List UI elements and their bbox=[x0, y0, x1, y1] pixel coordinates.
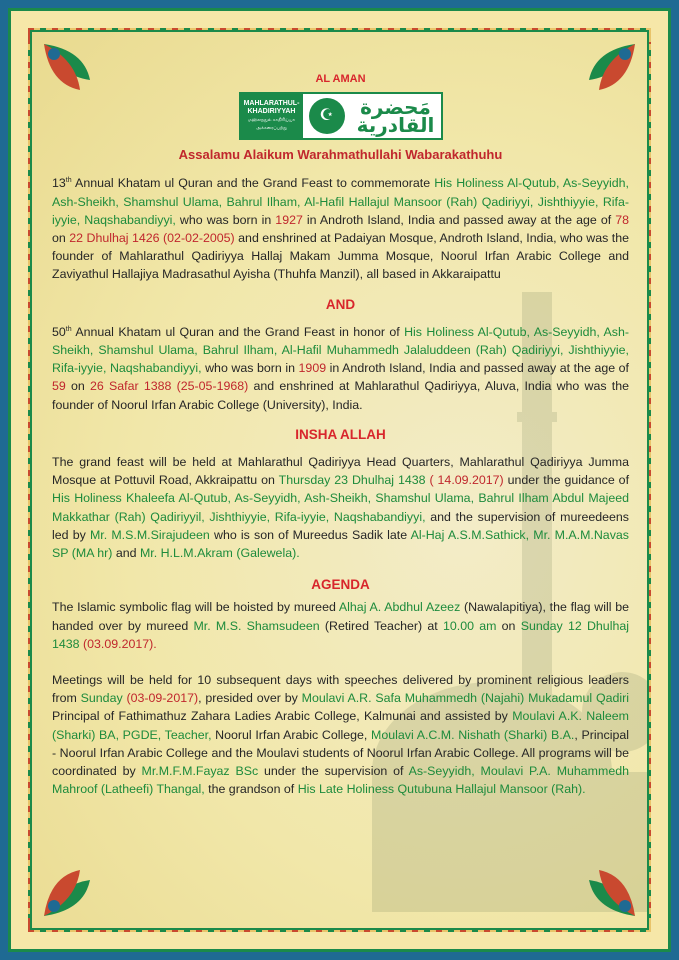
text-span: and the supervision of mureedeens led by bbox=[52, 509, 629, 542]
paragraph-13th-annual bbox=[52, 174, 629, 283]
guidance-title: His Holiness Khaleefa Al-Qutub, As-Seyyidh, Ash-Sheikh, Shamshul Ulama, Bahrul Ilham Abdul Majeed Makkathar (Rah) Qadiriyyil, Jishthiyyie, Rifa-iyyie, Naqshabandiyyi, bbox=[52, 491, 629, 524]
paragraph-meetings bbox=[52, 671, 629, 798]
insha-allah-heading: INSHA ALLAH bbox=[295, 426, 386, 442]
ordinal-suffix: th bbox=[65, 325, 72, 333]
text-span: , presided over by bbox=[198, 691, 302, 706]
paragraph-grand-feast bbox=[52, 453, 629, 562]
honoree-title: His Holiness Al-Qutub, As-Seyyidh, Ash-Sheikh, Shamshul Ulama, Bahrul Ilham, Al-Hafil Muhammedh Jalaluddeen (Rah) Qadiriyyi, Jishthiyyie, Rifa-iyyie, Naqshabandiyyi, bbox=[52, 324, 629, 376]
text-span: in Androth Island, India and passed away at the age of bbox=[302, 212, 616, 227]
feast-date: Thursday 23 Dhulhaj 1438 bbox=[278, 473, 426, 488]
organization-logo bbox=[239, 92, 443, 140]
text-span: Annual Khatam ul Quran and the Grand Feast in honor of bbox=[71, 324, 405, 339]
text-span: and enshrined at Padaiyan Mosque, Androth Island, India, who was the founder of Mahlarathul Qadiriyya Hallaj Makam Jumma Mosque, Noorul Irfan Arabic College and Zaviyathul Hallajiya Madrasathul Ayisha (Thuhfa Manzil), all based in Akkaraipattu bbox=[52, 231, 630, 282]
text-span: on bbox=[65, 379, 91, 394]
greeting-heading: Assalamu Alaikum Warahmathullahi Wabarakathuhu bbox=[178, 147, 503, 163]
assistant-name: Moulavi A.K. Naleem (Sharki) BA, PGDE, Teacher, bbox=[52, 709, 630, 742]
text-span: Noorul Irfan Arabic College, bbox=[211, 727, 372, 742]
text-span: (Retired Teacher) at bbox=[319, 618, 443, 633]
assistant-name-2: Moulavi A.C.M. Nishath (Sharki) B.A. bbox=[371, 727, 575, 742]
meeting-start-date: (03-09-2017) bbox=[122, 691, 199, 706]
text-span: in Androth Island, India and passed away at the age of bbox=[326, 361, 630, 376]
age-value: 78 bbox=[615, 212, 629, 227]
mureed-names: Al-Haj A.S.M.Sathick, Mr. M.A.M.Navas SP (MA hr) bbox=[52, 527, 629, 561]
mureed-name: Mr. H.L.M.Akram (Galewela). bbox=[139, 546, 300, 561]
feast-date-gregorian: ( 14.09.2017) bbox=[425, 473, 504, 488]
death-date: 26 Safar 1388 (25-05-1968) bbox=[90, 379, 249, 394]
coordinator-name: Mr.M.F.M.Fayaz BSc bbox=[141, 764, 259, 779]
text-span: who is son of Mureedus Sadik late bbox=[209, 527, 411, 542]
text-span: on bbox=[496, 618, 521, 633]
and-heading: AND bbox=[325, 296, 356, 312]
logo-text-block bbox=[241, 94, 303, 138]
text-span: (Nawalapitiya), the flag will be handed over by mureed bbox=[52, 600, 629, 633]
text-span: who was born in bbox=[175, 212, 276, 227]
corner-ornament-icon bbox=[553, 834, 639, 920]
honoree-title: His Holiness Al-Qutub, As-Seyyidh, Ash-Sheikh, Shamshul Ulama, Bahrul Ilham, Al-Hafil Hallajul Mansoor (Rah) Qadiriyyi, Jishthiyyie, Rifa-iyyie, Naqshabandiyyi, bbox=[52, 176, 629, 227]
flag-time: 10.00 am bbox=[442, 618, 497, 633]
logo-tamil-subtitle: மஹ்லறதுல் காதிரிய்யா அக்கரைப்பற்று bbox=[247, 117, 296, 131]
ordinal-suffix: th bbox=[65, 177, 72, 185]
agenda-heading: AGENDA bbox=[311, 577, 370, 593]
handover-name: Mr. M.S. Shamsudeen bbox=[193, 618, 320, 633]
age-value: 59 bbox=[52, 379, 66, 394]
death-date: 22 Dhulhaj 1426 (02-02-2005) bbox=[69, 231, 235, 246]
corner-ornament-icon bbox=[40, 834, 126, 920]
hoister-name: Alhaj A. Abdhul Azeez bbox=[338, 600, 461, 615]
logo-wrap bbox=[52, 92, 629, 140]
presider-name: Moulavi A.R. Safa Muhammedh (Najahi) Mukadamul Qadiri bbox=[301, 691, 630, 706]
supervisor-name: As-Seyyidh, Moulavi P.A. Muhammedh Mahroof (Latheefi) Thangal, bbox=[52, 764, 630, 797]
logo-name-line2: KHADIRIYYAH bbox=[247, 108, 296, 116]
ordinal-number: 50 bbox=[52, 324, 66, 339]
grandson-of-title: His Late Holiness Qutubuna Hallajul Mansoor (Rah). bbox=[297, 782, 586, 797]
birth-year: 1909 bbox=[298, 361, 327, 376]
text-span: Annual Khatam ul Quran and the Grand Feast to commemorate bbox=[71, 176, 435, 191]
text-span: , Principal - Noorul Irfan Arabic College and the Moulavi students of Noorul Irfan Arabic College. All programs will be coordinated by bbox=[52, 727, 629, 779]
text-span: under the supervision of bbox=[258, 764, 409, 779]
main-content bbox=[52, 70, 629, 799]
text-span: under the guidance of bbox=[503, 473, 630, 488]
text-span: and bbox=[112, 546, 140, 561]
leader-name: Mr. M.S.M.Sirajudeen bbox=[89, 527, 210, 542]
calligraphy-emblem-icon: ☪ bbox=[309, 98, 345, 134]
al-aman-label: AL AMAN bbox=[315, 73, 366, 85]
logo-name-line1: MAHLARATHUL- bbox=[243, 100, 300, 108]
text-span: Principal of Fathimathuz Zahara Ladies Arabic College, Kalmunai and assisted by bbox=[52, 709, 513, 724]
paragraph-flag-hoisting bbox=[52, 598, 629, 653]
text-span: Meetings will be held for 10 subsequent days with speeches delivered by prominent religious leaders from bbox=[52, 673, 629, 706]
flag-date: Sunday 12 Dhulhaj 1438 bbox=[52, 618, 629, 651]
birth-year: 1927 bbox=[275, 212, 303, 227]
text-span: The Islamic symbolic flag will be hoisted by mureed bbox=[52, 600, 339, 615]
ordinal-number: 13 bbox=[52, 176, 66, 191]
meeting-start-day: Sunday bbox=[80, 691, 123, 706]
text-span: on bbox=[52, 231, 70, 246]
text-span: and enshrined at Mahlarathul Qadiriyya, Aluva, India who was the founder of Noorul Irfan Arabic College (University), India. bbox=[52, 379, 629, 412]
paragraph-50th-annual bbox=[52, 323, 629, 414]
flag-date-gregorian: (03.09.2017). bbox=[79, 636, 157, 651]
text-span: who was born in bbox=[201, 361, 299, 376]
text-span: the grandson of bbox=[204, 782, 298, 797]
logo-arabic-name: مَحضرة القادرية bbox=[356, 95, 435, 138]
text-span: The grand feast will be held at Mahlarathul Qadiriyya Head Quarters, Mahlarathul Qadiriyya Jumma Mosque at Pottuvil Road, Akkraipattu on bbox=[52, 455, 629, 488]
